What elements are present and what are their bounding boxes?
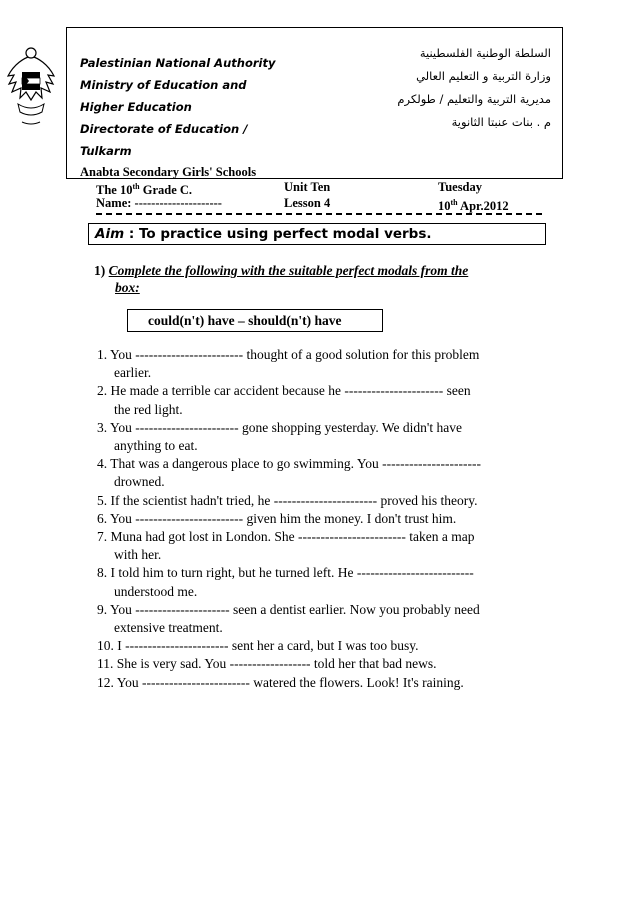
exercise-instruction	[94, 262, 524, 296]
grade-info: The 10th Grade C.	[96, 182, 193, 198]
arabic-line-directorate: مديرية التربية والتعليم / طولكرم	[397, 92, 551, 106]
exercise-item: 5. If the scientist hadn't tried, he ----------------------- proved his theory.	[97, 492, 478, 508]
header-line-authority: Palestinian National Authority	[80, 56, 276, 70]
exercise-item: 6. You ------------------------ given him the money. I don't trust him.	[97, 510, 457, 526]
unit-label: Unit Ten	[284, 180, 331, 194]
aim-text: : To practice using perfect modal verbs.	[124, 226, 432, 242]
word-box: could(n't) have – should(n't) have	[127, 309, 383, 332]
header-line-directorate: Directorate of Education /	[80, 122, 248, 136]
exercise-item: 12. You ------------------------ watered the flowers. Look! It's raining.	[97, 674, 464, 690]
lesson-label: Lesson 4	[284, 196, 331, 210]
english-header	[80, 52, 310, 162]
day-label: Tuesday	[438, 180, 483, 194]
aim-label: Aim	[95, 226, 125, 242]
header-line-higher-education: Higher Education	[80, 100, 192, 114]
exercise-items	[97, 346, 567, 692]
instruction-line-2: box:	[115, 280, 140, 295]
exercise-item: 1. You ------------------------ thought of a good solution for this problem earlier.	[97, 347, 480, 381]
arabic-line-authority: السلطة الوطنية الفلسطينية	[419, 46, 551, 60]
exercise-item: 11. She is very sad. You ------------------ told her that bad news.	[97, 656, 437, 672]
header-line-ministry: Ministry of Education and	[80, 78, 247, 92]
date-label: 10th Apr.2012	[438, 198, 509, 214]
student-name-field: Name: ---------------------	[96, 196, 222, 210]
exercise-item: 10. I ----------------------- sent her a card, but I was too busy.	[97, 638, 419, 654]
exercise-item: 7. Muna had got lost in London. She ------------------------ taken a map with her.	[97, 529, 475, 563]
dashed-divider	[96, 213, 542, 215]
exercise-item: 9. You --------------------- seen a dentist earlier. Now you probably need extensive treatment.	[97, 601, 480, 636]
palestine-eagle-emblem-icon	[6, 42, 56, 130]
school-name: Anabta Secondary Girls' Schools	[80, 165, 257, 179]
exercise-item: 8. I told him to turn right, but he turned left. He -------------------------- understood me.	[97, 565, 474, 599]
instruction-line-1: Complete the following with the suitable perfect modals from the	[108, 263, 469, 278]
header-line-city: Tulkarm	[80, 144, 132, 158]
arabic-line-ministry: وزارة التربية و التعليم العالي	[416, 69, 551, 83]
exercise-item: 4. That was a dangerous place to go swimming. You ---------------------- drowned.	[97, 456, 481, 490]
exercise-number: 1)	[94, 263, 106, 278]
aim-box	[88, 223, 546, 245]
arabic-header	[291, 42, 551, 134]
arabic-line-school: م . بنات عنبتا الثانوية	[451, 115, 551, 129]
exercise-item: 2. He made a terrible car accident because he ---------------------- seen the red light.	[97, 383, 471, 417]
exercise-item: 3. You ----------------------- gone shopping yesterday. We didn't have anything to eat.	[97, 419, 462, 454]
